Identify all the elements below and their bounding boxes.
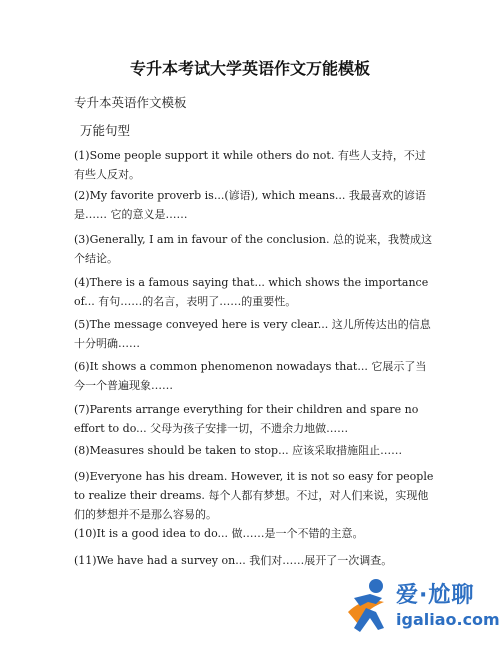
- sentence-item-7: (7)Parents arrange everything for their children and spare no effort to do... 父母为孩子安排一切，不遗余力地做……: [74, 403, 419, 435]
- sentence-item-6: (6)It shows a common phenomenon nowadays that... 它展示了当今一个普遍现象……: [74, 360, 427, 392]
- sentence-item-11: (11)We have had a survey on... 我们对……展开了一次调查。: [74, 554, 393, 567]
- sentence-item-4: (4)There is a famous saying that... which shows the importance of... 有句……的名言，表明了……的重要性。: [74, 276, 429, 308]
- document-subtitle: 专升本英语作文模板: [74, 95, 187, 110]
- document-title: 专升本考试大学英语作文万能模板: [129, 59, 370, 78]
- section-heading: 万能句型: [80, 123, 131, 138]
- watermark-name: 爱·尬聊: [396, 583, 475, 608]
- sentence-item-8: (8)Measures should be taken to stop... 应该采取措施阻止……: [74, 444, 403, 457]
- sentence-item-3: (3)Generally, I am in favour of the conclusion. 总的说来，我赞成这个结论。: [74, 233, 432, 265]
- site-watermark-logo: [340, 572, 500, 642]
- sentence-item-2: (2)My favorite proverb is...(谚语), which means... 我最喜欢的谚语是…… 它的意义是……: [74, 189, 426, 221]
- running-figure-icon: [340, 572, 396, 638]
- sentence-item-5: (5)The message conveyed here is very clear... 这儿所传达出的信息十分明确……: [74, 318, 431, 350]
- sentence-item-10: (10)It is a good idea to do... 做……是一个不错的主意。: [74, 527, 364, 540]
- watermark-url: igaliao.com: [396, 610, 500, 629]
- sentence-item-9: (9)Everyone has his dream. However, it is not so easy for people to realize their dreams. 每个人都有梦想。不过，对人们来说，实现他们的梦想并不是那么容易的。: [74, 470, 434, 521]
- sentence-item-1: (1)Some people support it while others do not. 有些人支持，不过有些人反对。: [74, 149, 426, 181]
